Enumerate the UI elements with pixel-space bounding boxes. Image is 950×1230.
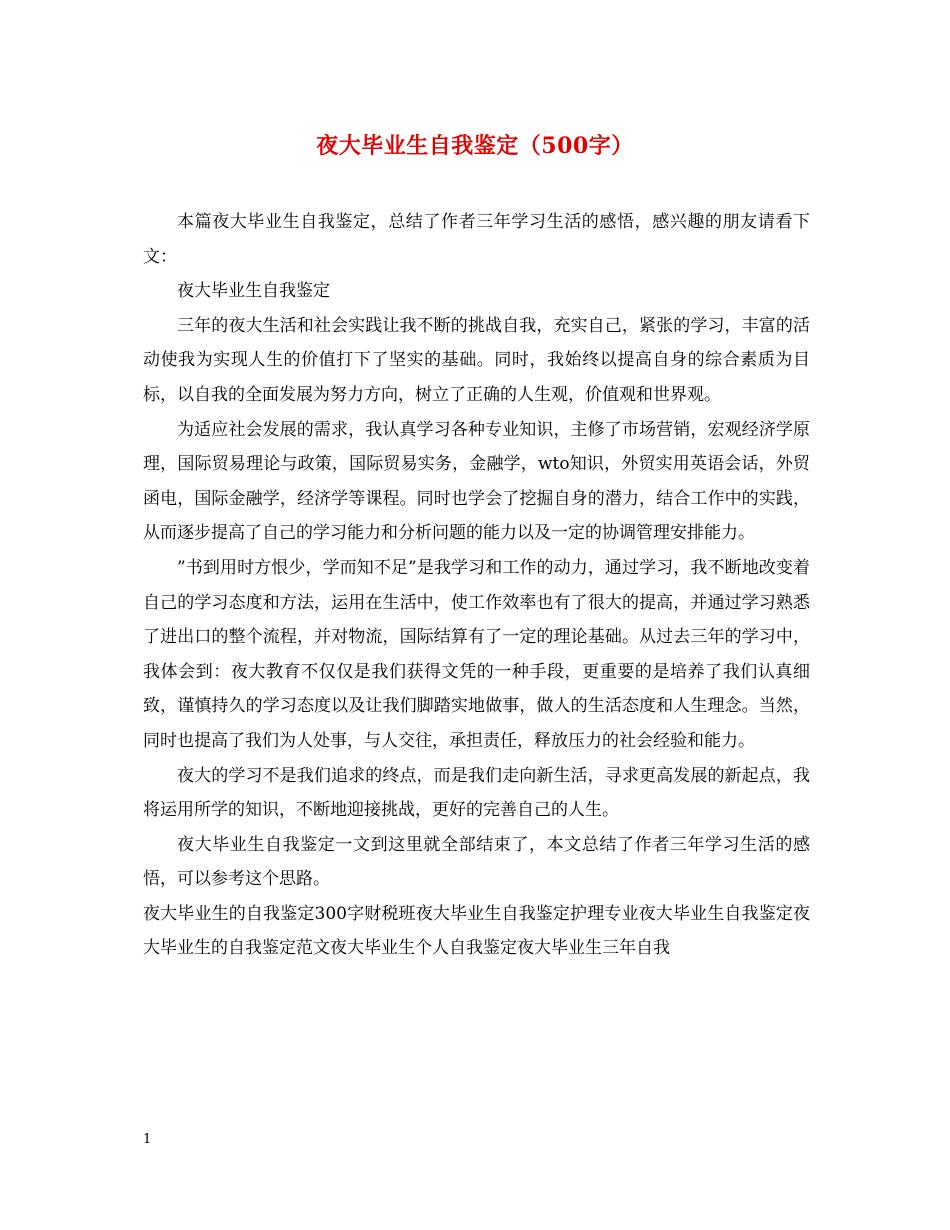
document-body [143, 205, 810, 966]
document-title: 夜大毕业生自我鉴定（500字） [316, 133, 634, 159]
section-heading: 夜大毕业生自我鉴定 [177, 281, 330, 302]
intro-paragraph: 本篇夜大毕业生自我鉴定，总结了作者三年学习生活的感悟，感兴趣的朋友请看下文： [143, 212, 810, 267]
closing-paragraph: 夜大毕业生自我鉴定一文到这里就全部结束了，本文总结了作者三年学习生活的感悟，可以参考这个思路。 [143, 834, 810, 890]
body-paragraph: 为适应社会发展的需求，我认真学习各种专业知识，主修了市场营销，宏观经济学原理，国际贸易理论与政策，国际贸易实务，金融学，wto知识，外贸实用英语会话，外贸函电，国际金融学，经济学等课程。同时也学会了挖掘自身的潜力，结合工作中的实践，从而逐步提高了自己的学习能力和分析问题的能力以及一定的协调管理安排能力。 [143, 419, 810, 544]
body-paragraph: 夜大的学习不是我们追求的终点，而是我们走向新生活，寻求更高发展的新起点，我将运用所学的知识，不断地迎接挑战，更好的完善自己的人生。 [143, 765, 810, 821]
related-links: 夜大毕业生的自我鉴定300字财税班夜大毕业生自我鉴定护理专业夜大毕业生自我鉴定夜大毕业生的自我鉴定范文夜大毕业生个人自我鉴定夜大毕业生三年自我 [143, 903, 810, 959]
body-paragraph: ”书到用时方恨少，学而知不足”是我学习和工作的动力，通过学习，我不断地改变着自己的学习态度和方法，运用在生活中，使工作效率也有了很大的提高，并通过学习熟悉了进出口的整个流程，并对物流，国际结算有了一定的理论基础。从过去三年的学习中，我体会到：夜大教育不仅仅是我们获得文凭的一种手段，更重要的是培养了我们认真细致，谨慎持久的学习态度以及让我们脚踏实地做事，做人的生活态度和人生理念。当然，同时也提高了我们为人处事，与人交往，承担责任，释放压力的社会经验和能力。 [143, 557, 810, 751]
body-paragraph: 三年的夜大生活和社会实践让我不断的挑战自我，充实自己，紧张的学习，丰富的活动使我为实现人生的价值打下了坚实的基础。同时，我始终以提高自身的综合素质为目标，以自我的全面发展为努力方向，树立了正确的人生观，价值观和世界观。 [143, 315, 810, 405]
page-number: 1 [143, 1132, 152, 1147]
